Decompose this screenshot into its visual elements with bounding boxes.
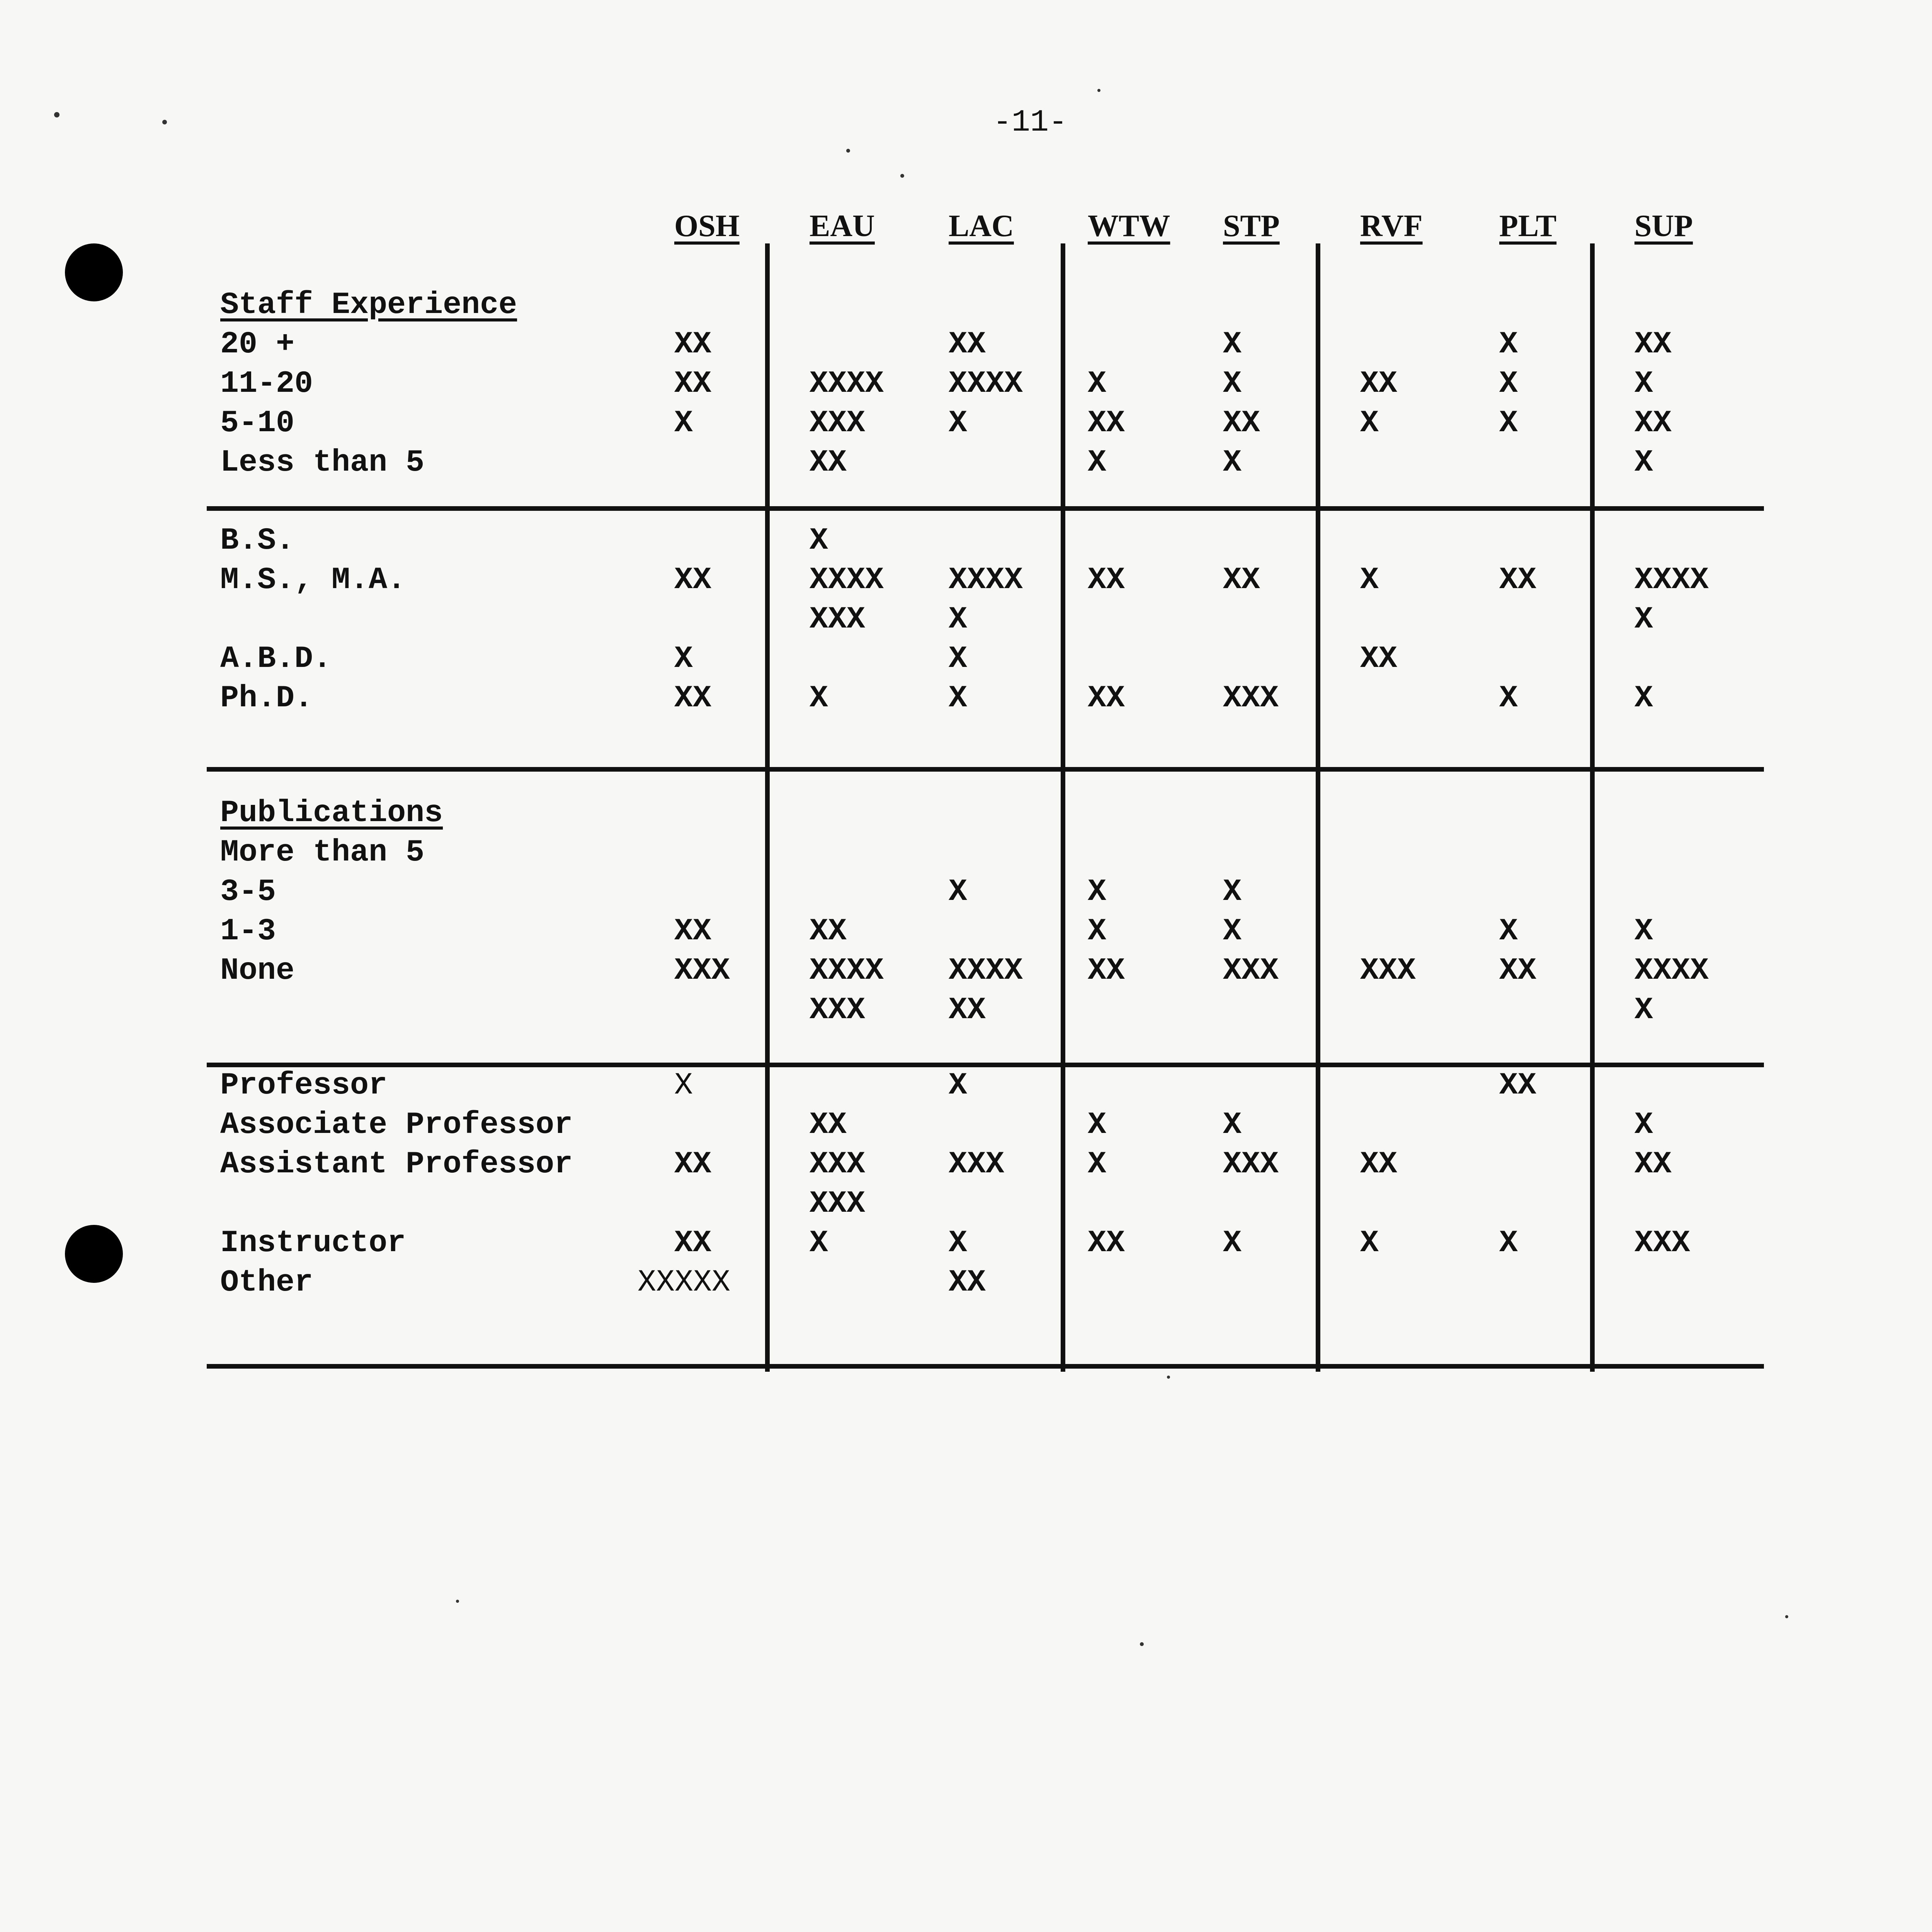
table-cell-eau: X <box>810 681 828 716</box>
column-divider-1 <box>765 243 770 1372</box>
row-label: Professor <box>220 1068 388 1103</box>
degrees-bottom-rule <box>207 767 1764 772</box>
table-cell-wtw: X <box>1088 874 1107 910</box>
table-cell-rvf: X <box>1360 406 1379 441</box>
table-cell-stp: X <box>1223 445 1242 480</box>
table-cell-lac: X <box>949 874 968 910</box>
table-cell-rvf: XX <box>1360 1147 1398 1182</box>
table-cell-wtw: X <box>1088 914 1107 949</box>
experience-section-title: Staff Experience <box>220 287 517 323</box>
row-label: 5-10 <box>220 406 295 441</box>
table-cell-wtw: X <box>1088 1107 1107 1143</box>
table-cell-lac: X <box>949 1068 968 1103</box>
column-divider-3 <box>1316 243 1320 1372</box>
table-cell-stp: X <box>1223 1226 1242 1261</box>
row-label: 1-3 <box>220 914 276 949</box>
table-cell-wtw: X <box>1088 445 1107 480</box>
table-cell-wtw: XX <box>1088 953 1125 988</box>
table-cell-rvf: X <box>1360 1226 1379 1261</box>
table-cell-eau: XXXX <box>810 953 884 988</box>
table-cell-osh: XX <box>674 1226 712 1261</box>
table-cell-stp: XXX <box>1223 953 1279 988</box>
table-cell-eau: XX <box>810 914 847 949</box>
table-cell-stp: X <box>1223 1107 1242 1143</box>
table-cell-sup: XX <box>1634 1147 1672 1182</box>
table-cell-eau: XX <box>810 445 847 480</box>
row-label: None <box>220 953 295 988</box>
table-cell-osh: X <box>674 406 693 441</box>
table-cell-plt: XX <box>1499 953 1537 988</box>
table-cell-plt: X <box>1499 406 1518 441</box>
table-cell-eau: XXX <box>810 406 866 441</box>
row-label: 3-5 <box>220 874 276 910</box>
table-cell-rvf: XX <box>1360 366 1398 401</box>
table-cell-osh: XX <box>674 681 712 716</box>
table-cell-stp: X <box>1223 914 1242 949</box>
table-cell-eau: XXXX <box>810 366 884 401</box>
column-header-stp: STP <box>1223 209 1280 243</box>
table-cell-sup: X <box>1634 366 1653 401</box>
scan-speck <box>846 149 850 153</box>
column-header-rvf: RVF <box>1360 209 1423 243</box>
row-label: B.S. <box>220 523 295 558</box>
table-cell-lac: X <box>949 641 968 677</box>
row-label: Associate Professor <box>220 1107 573 1143</box>
publications-bottom-rule <box>207 1063 1764 1067</box>
table-cell-stp: XX <box>1223 563 1260 598</box>
table-cell-sup: XX <box>1634 327 1672 362</box>
table-cell-sup: XXX <box>1634 1226 1690 1261</box>
table-cell-lac: XX <box>949 993 986 1028</box>
table-cell-wtw: XX <box>1088 1226 1125 1261</box>
row-label: 11-20 <box>220 366 313 401</box>
table-cell-osh: X <box>674 641 693 677</box>
table-cell-eau: XXX <box>810 602 866 637</box>
table-cell-eau: X <box>810 1226 828 1261</box>
table-cell-osh: XX <box>674 1147 712 1182</box>
table-cell-rvf: XX <box>1360 641 1398 677</box>
table-cell-stp: X <box>1223 874 1242 910</box>
table-cell-lac: X <box>949 681 968 716</box>
table-cell-osh: XXX <box>674 953 730 988</box>
table-cell-sup: XXXX <box>1634 563 1709 598</box>
ranks-bottom-rule <box>207 1364 1764 1369</box>
scan-speck <box>1167 1376 1170 1379</box>
column-header-plt: PLT <box>1499 209 1557 243</box>
column-header-eau: EAU <box>810 209 875 243</box>
table-cell-plt: XX <box>1499 563 1537 598</box>
table-cell-rvf: XXX <box>1360 953 1416 988</box>
scan-speck <box>900 174 904 178</box>
table-cell-eau: XXX <box>810 1147 866 1182</box>
table-cell-lac: XXXX <box>949 366 1023 401</box>
table-cell-eau: XXXX <box>810 563 884 598</box>
table-cell-osh: XX <box>674 914 712 949</box>
scan-speck <box>162 120 167 124</box>
table-cell-sup: XXXX <box>1634 953 1709 988</box>
table-cell-osh: XX <box>674 366 712 401</box>
row-label: M.S., M.A. <box>220 563 406 598</box>
table-cell-wtw: X <box>1088 366 1107 401</box>
table-cell-stp: XXX <box>1223 1147 1279 1182</box>
table-cell-lac: X <box>949 1226 968 1261</box>
experience-bottom-rule <box>207 506 1764 511</box>
table-cell-lac: XX <box>949 1265 986 1300</box>
table-cell-lac: XXX <box>949 1147 1005 1182</box>
table-cell-plt: XX <box>1499 1068 1537 1103</box>
table-cell-lac: X <box>949 406 968 441</box>
table-cell-plt: X <box>1499 681 1518 716</box>
table-cell-sup: XX <box>1634 406 1672 441</box>
table-cell-plt: X <box>1499 366 1518 401</box>
table-cell-lac: X <box>949 602 968 637</box>
table-cell-sup: X <box>1634 681 1653 716</box>
table-cell-lac: XXXX <box>949 563 1023 598</box>
scan-speck <box>456 1600 459 1603</box>
column-divider-4 <box>1590 243 1595 1372</box>
table-cell-eau: XXX <box>810 993 866 1028</box>
table-cell-plt: X <box>1499 1226 1518 1261</box>
scan-speck <box>1785 1615 1788 1618</box>
row-label: Less than 5 <box>220 445 425 480</box>
table-cell-wtw: XX <box>1088 681 1125 716</box>
page-number: -11- <box>993 105 1068 140</box>
table-cell-plt: X <box>1499 914 1518 949</box>
column-header-sup: SUP <box>1634 209 1693 243</box>
table-cell-lac: XX <box>949 327 986 362</box>
table-cell-rvf: X <box>1360 563 1379 598</box>
table-cell-lac: XXXX <box>949 953 1023 988</box>
row-label: A.B.D. <box>220 641 332 677</box>
row-label: Other <box>220 1265 313 1300</box>
column-header-wtw: WTW <box>1088 209 1170 243</box>
table-cell-osh: XX <box>674 563 712 598</box>
column-header-lac: LAC <box>949 209 1014 243</box>
table-cell-stp: XXX <box>1223 681 1279 716</box>
column-header-osh: OSH <box>674 209 740 243</box>
scan-speck <box>1097 89 1100 92</box>
table-cell-wtw: X <box>1088 1147 1107 1182</box>
row-label: Assistant Professor <box>220 1147 573 1182</box>
row-label: More than 5 <box>220 835 425 870</box>
table-cell-sup: X <box>1634 993 1653 1028</box>
table-cell-eau: X <box>810 523 828 558</box>
row-label: 20 + <box>220 327 295 362</box>
table-cell-plt: X <box>1499 327 1518 362</box>
table-cell-eau: XXX <box>810 1186 866 1221</box>
scan-speck <box>1140 1642 1144 1646</box>
scan-speck <box>54 112 60 117</box>
row-label: Ph.D. <box>220 681 313 716</box>
table-cell-osh: XXXXX <box>638 1265 731 1300</box>
table-cell-stp: XX <box>1223 406 1260 441</box>
table-cell-stp: X <box>1223 327 1242 362</box>
table-cell-sup: X <box>1634 602 1653 637</box>
column-divider-2 <box>1061 243 1065 1372</box>
table-cell-osh: X <box>674 1068 693 1103</box>
row-label: Instructor <box>220 1226 406 1261</box>
table-cell-osh: XX <box>674 327 712 362</box>
table-cell-wtw: XX <box>1088 406 1125 441</box>
table-cell-sup: X <box>1634 445 1653 480</box>
table-cell-stp: X <box>1223 366 1242 401</box>
table-cell-eau: XX <box>810 1107 847 1143</box>
table-cell-wtw: XX <box>1088 563 1125 598</box>
table-cell-sup: X <box>1634 1107 1653 1143</box>
publications-section-title: Publications <box>220 796 443 831</box>
table-cell-sup: X <box>1634 914 1653 949</box>
